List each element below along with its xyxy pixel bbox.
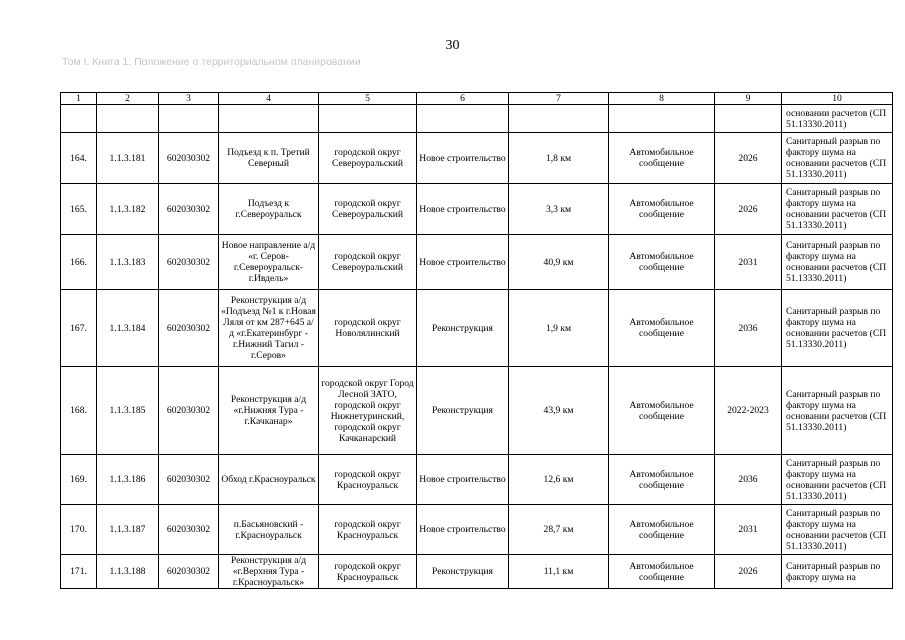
year: 2036 (715, 290, 782, 367)
year: 2022-2023 (715, 367, 782, 455)
column-header: 2 (97, 93, 159, 105)
length: 1,9 км (509, 290, 609, 367)
table-row (61, 235, 893, 290)
year: 2036 (715, 455, 782, 505)
row-number: 165. (61, 184, 97, 235)
location: городской округ Красноуральск (319, 555, 417, 589)
column-header: 8 (609, 93, 715, 105)
table-cell (159, 105, 219, 133)
column-header: 9 (715, 93, 782, 105)
location: городской округ Североуральский (319, 184, 417, 235)
work-type: Новое строительство (417, 184, 509, 235)
object-name: Новое направление а/д «г. Серов-г.Североуральск-г.Ивдель» (219, 235, 319, 290)
length: 28,7 км (509, 505, 609, 555)
object-name: Подъезд к г.Североуральск (219, 184, 319, 235)
zone-note: Санитарный разрыв по фактору шума на основании расчетов (СП 51.13330.2011) (782, 184, 893, 235)
row-number: 169. (61, 455, 97, 505)
purpose: Автомобильное сообщение (609, 367, 715, 455)
object-name: Реконструкция а/д «Подъезд №1 к г.Новая Ляля от км 287+645 а/д «г.Екатеринбург - г.Нижний Тагил - г.Серов» (219, 290, 319, 367)
row-number: 168. (61, 367, 97, 455)
continuation-row (61, 105, 893, 133)
length: 40,9 км (509, 235, 609, 290)
purpose: Автомобильное сообщение (609, 505, 715, 555)
purpose: Автомобильное сообщение (609, 235, 715, 290)
classifier-code: 602030302 (159, 455, 219, 505)
object-code: 1.1.3.188 (97, 555, 159, 589)
length: 12,6 км (509, 455, 609, 505)
work-type: Реконструкция (417, 290, 509, 367)
row-number: 167. (61, 290, 97, 367)
table-row (61, 184, 893, 235)
object-name: Реконструкция а/д «г.Верхняя Тура - г.Красноуральск» (219, 555, 319, 589)
year: 2031 (715, 505, 782, 555)
object-code: 1.1.3.181 (97, 133, 159, 184)
location: городской округ Красноуральск (319, 455, 417, 505)
header-row (61, 93, 893, 105)
table-cell (509, 105, 609, 133)
object-name: Обход г.Красноуральск (219, 455, 319, 505)
zone-note: Санитарный разрыв по фактору шума на основании расчетов (СП 51.13330.2011) (782, 133, 893, 184)
zone-note: Санитарный разрыв по фактору шума на основании расчетов (СП 51.13330.2011) (782, 290, 893, 367)
column-header: 6 (417, 93, 509, 105)
object-code: 1.1.3.182 (97, 184, 159, 235)
zone-note: Санитарный разрыв по фактору шума на основании расчетов (СП 51.13330.2011) (782, 505, 893, 555)
work-type: Новое строительство (417, 235, 509, 290)
object-code: 1.1.3.185 (97, 367, 159, 455)
classifier-code: 602030302 (159, 555, 219, 589)
table-cell (219, 105, 319, 133)
work-type: Реконструкция (417, 555, 509, 589)
location: городской округ Североуральский (319, 133, 417, 184)
column-header: 10 (782, 93, 893, 105)
purpose: Автомобильное сообщение (609, 455, 715, 505)
purpose: Автомобильное сообщение (609, 184, 715, 235)
column-header: 7 (509, 93, 609, 105)
work-type: Новое строительство (417, 455, 509, 505)
length: 11,1 км (509, 555, 609, 589)
table-row (61, 505, 893, 555)
work-type: Новое строительство (417, 505, 509, 555)
location: городской округ Город Лесной ЗАТО, городской округ Нижнетуринский, городской округ Качканарский (319, 367, 417, 455)
zone-note: Санитарный разрыв по фактору шума на основании расчетов (СП 51.13330.2011) (782, 455, 893, 505)
column-header: 4 (219, 93, 319, 105)
zone-note: Санитарный разрыв по фактору шума на (782, 555, 893, 589)
table-cell (715, 105, 782, 133)
purpose: Автомобильное сообщение (609, 555, 715, 589)
row-number: 171. (61, 555, 97, 589)
classifier-code: 602030302 (159, 184, 219, 235)
running-header: Том I. Книга 1. Положение о территориальном планировании (62, 56, 361, 68)
year: 2031 (715, 235, 782, 290)
classifier-code: 602030302 (159, 133, 219, 184)
length: 43,9 км (509, 367, 609, 455)
table-row (61, 290, 893, 367)
column-header: 5 (319, 93, 417, 105)
object-name: Подъезд к п. Третий Северный (219, 133, 319, 184)
location: городской округ Новолялинский (319, 290, 417, 367)
object-code: 1.1.3.183 (97, 235, 159, 290)
table-row (61, 455, 893, 505)
year: 2026 (715, 555, 782, 589)
classifier-code: 602030302 (159, 505, 219, 555)
page-number: 30 (445, 38, 460, 53)
row-number: 164. (61, 133, 97, 184)
zone-note: Санитарный разрыв по фактору шума на основании расчетов (СП 51.13330.2011) (782, 367, 893, 455)
location: городской округ Красноуральск (319, 505, 417, 555)
column-header: 3 (159, 93, 219, 105)
year: 2026 (715, 133, 782, 184)
length: 3,3 км (509, 184, 609, 235)
object-code: 1.1.3.187 (97, 505, 159, 555)
row-number: 170. (61, 505, 97, 555)
length: 1,8 км (509, 133, 609, 184)
table-cell: основании расчетов (СП 51.13330.2011) (782, 105, 893, 133)
classifier-code: 602030302 (159, 235, 219, 290)
purpose: Автомобильное сообщение (609, 290, 715, 367)
table-cell (609, 105, 715, 133)
table-cell (417, 105, 509, 133)
column-header: 1 (61, 93, 97, 105)
zone-note: Санитарный разрыв по фактору шума на основании расчетов (СП 51.13330.2011) (782, 235, 893, 290)
purpose: Автомобильное сообщение (609, 133, 715, 184)
object-code: 1.1.3.186 (97, 455, 159, 505)
year: 2026 (715, 184, 782, 235)
classifier-code: 602030302 (159, 367, 219, 455)
work-type: Реконструкция (417, 367, 509, 455)
object-code: 1.1.3.184 (97, 290, 159, 367)
table-row (61, 367, 893, 455)
location: городской округ Североуральский (319, 235, 417, 290)
classifier-code: 602030302 (159, 290, 219, 367)
object-name: Реконструкция а/д «г.Нижняя Тура - г.Качканар» (219, 367, 319, 455)
table-row (61, 133, 893, 184)
table-cell (319, 105, 417, 133)
objects-table (60, 92, 893, 589)
row-number: 166. (61, 235, 97, 290)
object-name: п.Басьяновский - г.Красноуральск (219, 505, 319, 555)
table-cell (61, 105, 97, 133)
table-cell (97, 105, 159, 133)
table-row (61, 555, 893, 589)
work-type: Новое строительство (417, 133, 509, 184)
